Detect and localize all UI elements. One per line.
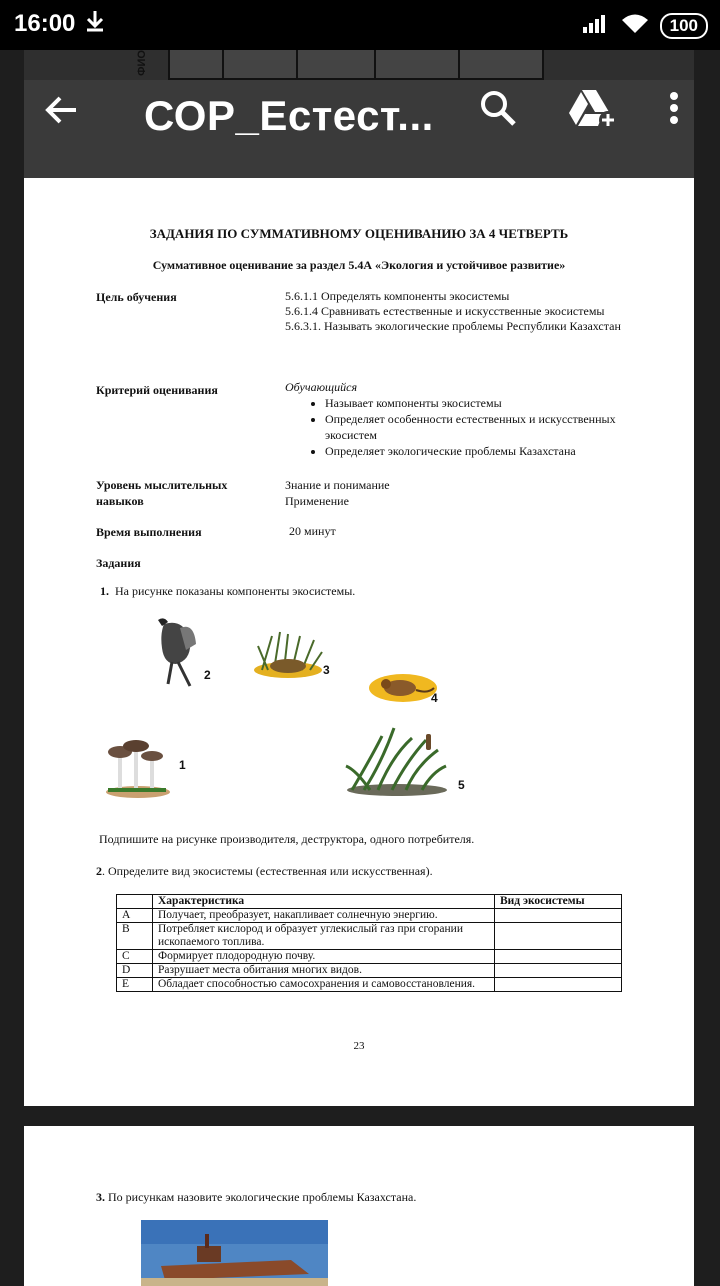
table-row xyxy=(117,909,622,923)
row-letter: C xyxy=(117,950,153,964)
row-characteristic: Получает, преобразует, накапливает солнечную энергию. xyxy=(153,909,495,923)
picture-number: 1 xyxy=(179,758,186,772)
goal-item: 5.6.1.1 Определять компоненты экосистемы xyxy=(285,289,510,303)
ecosystem-type-cell[interactable] xyxy=(495,964,622,978)
question-text: На рисунке показаны компоненты экосистемы. xyxy=(115,584,356,598)
row-letter: E xyxy=(117,978,153,992)
tasks-label: Задания xyxy=(96,556,141,570)
skill-item: Применение xyxy=(285,494,349,508)
row-letter: D xyxy=(117,964,153,978)
table-row xyxy=(117,923,622,950)
header-cell xyxy=(222,50,298,80)
ecosystem-type-cell[interactable] xyxy=(495,978,622,992)
battery-indicator: 100 xyxy=(660,13,708,39)
question-text: . Определите вид экосистемы (естественная или искусственная). xyxy=(102,864,433,878)
question-3 xyxy=(96,1190,416,1205)
criteria-item: • Определяет экологические проблемы Казахстана xyxy=(325,443,625,459)
goal-item: 5.6.3.1. Называть экологические проблемы Республики Казахстан xyxy=(285,319,621,333)
row-letter: A xyxy=(117,909,153,923)
question-1 xyxy=(100,584,355,599)
criteria-label: Критерий оценивания xyxy=(96,383,218,397)
search-button[interactable] xyxy=(476,86,520,130)
add-to-drive-button[interactable] xyxy=(568,86,618,130)
document-page xyxy=(24,178,694,1106)
question-2 xyxy=(96,864,433,879)
mushrooms-picture xyxy=(104,738,172,800)
row-characteristic: Обладает способностью самосохранения и самовосстановления. xyxy=(153,978,495,992)
table-row xyxy=(117,964,622,978)
status-time: 16:00 xyxy=(14,10,76,37)
download-icon xyxy=(84,8,106,41)
wifi-icon xyxy=(620,12,650,39)
question-number: 1. xyxy=(100,584,109,598)
criteria-item: • Определяет особенности естественных и искусственных экосистем xyxy=(325,411,625,443)
header-cell xyxy=(168,50,224,80)
reeds-picture xyxy=(342,726,452,798)
doc-subtitle: Суммативное оценивание за раздел 5.4А «Экология и устойчивое развитие» xyxy=(152,258,566,272)
goal-label: Цель обучения xyxy=(96,290,177,304)
status-bar xyxy=(0,0,720,50)
bird-picture xyxy=(150,614,198,690)
time-label: Время выполнения xyxy=(96,525,202,539)
question-number: 2 xyxy=(96,864,102,878)
header-fio: ФИО xyxy=(136,50,148,76)
row-characteristic: Формирует плодородную почву. xyxy=(153,950,495,964)
goal-values xyxy=(285,289,625,334)
page-gap xyxy=(24,160,694,178)
back-button[interactable] xyxy=(40,88,84,132)
signal-icon xyxy=(582,12,610,39)
ecosystem-type-cell[interactable] xyxy=(495,950,622,964)
drive-add-icon xyxy=(568,86,618,130)
document-title: СОР_Естест... xyxy=(144,92,434,139)
skills-values xyxy=(285,477,625,509)
question-text: По рисункам назовите экологические проблемы Казахстана. xyxy=(108,1190,417,1204)
app-toolbar xyxy=(24,50,694,160)
mouse-picture xyxy=(368,668,438,704)
goal-item: 5.6.1.4 Сравнивать естественные и искусственные экосистемы xyxy=(285,304,605,318)
picture-number: 3 xyxy=(323,663,330,677)
time-value: 20 минут xyxy=(289,524,336,538)
header-cell xyxy=(296,50,376,80)
page-number: 23 xyxy=(353,1040,365,1052)
question-number: 3. xyxy=(96,1190,105,1204)
table-header-row xyxy=(117,895,622,909)
skills-label: Уровень мыслительных навыков xyxy=(96,478,228,508)
grass-tuft-picture xyxy=(252,630,324,682)
criteria-values xyxy=(285,380,625,459)
search-icon xyxy=(476,86,520,130)
skill-item: Знание и понимание xyxy=(285,478,390,492)
criteria-item: • Называет компоненты экосистемы xyxy=(325,395,625,411)
table-header: Характеристика xyxy=(153,895,495,909)
criteria-list xyxy=(285,395,625,459)
table-row xyxy=(117,978,622,992)
criteria-head: Обучающийся xyxy=(285,380,358,394)
row-characteristic: Разрушает места обитания многих видов. xyxy=(153,964,495,978)
ecosystem-table xyxy=(116,894,622,992)
picture-number: 4 xyxy=(431,691,438,705)
picture-number: 5 xyxy=(458,778,465,792)
rusted-ship-picture xyxy=(141,1220,328,1286)
ecosystem-type-cell[interactable] xyxy=(495,923,622,950)
more-vert-icon xyxy=(664,86,684,130)
table-header xyxy=(117,895,153,909)
table-row xyxy=(117,950,622,964)
row-characteristic: Потребляет кислород и образует углекислый газ при сгорании ископаемого топлива. xyxy=(153,923,495,950)
arrow-left-icon xyxy=(40,88,84,132)
ecosystem-type-cell[interactable] xyxy=(495,909,622,923)
row-letter: B xyxy=(117,923,153,950)
table-header: Вид экосистемы xyxy=(495,895,622,909)
document-page xyxy=(24,1126,694,1286)
doc-title: ЗАДАНИЯ ПО СУММАТИВНОМУ ОЦЕНИВАНИЮ ЗА 4 ЧЕТВЕРТЬ xyxy=(149,226,569,241)
sign-instruction: Подпишите на рисунке производителя, деструктора, одного потребителя. xyxy=(99,832,475,846)
picture-number: 2 xyxy=(204,668,211,682)
header-cell xyxy=(374,50,460,80)
more-options-button[interactable] xyxy=(664,86,684,130)
header-cell xyxy=(458,50,544,80)
document-header-strip xyxy=(24,50,694,80)
